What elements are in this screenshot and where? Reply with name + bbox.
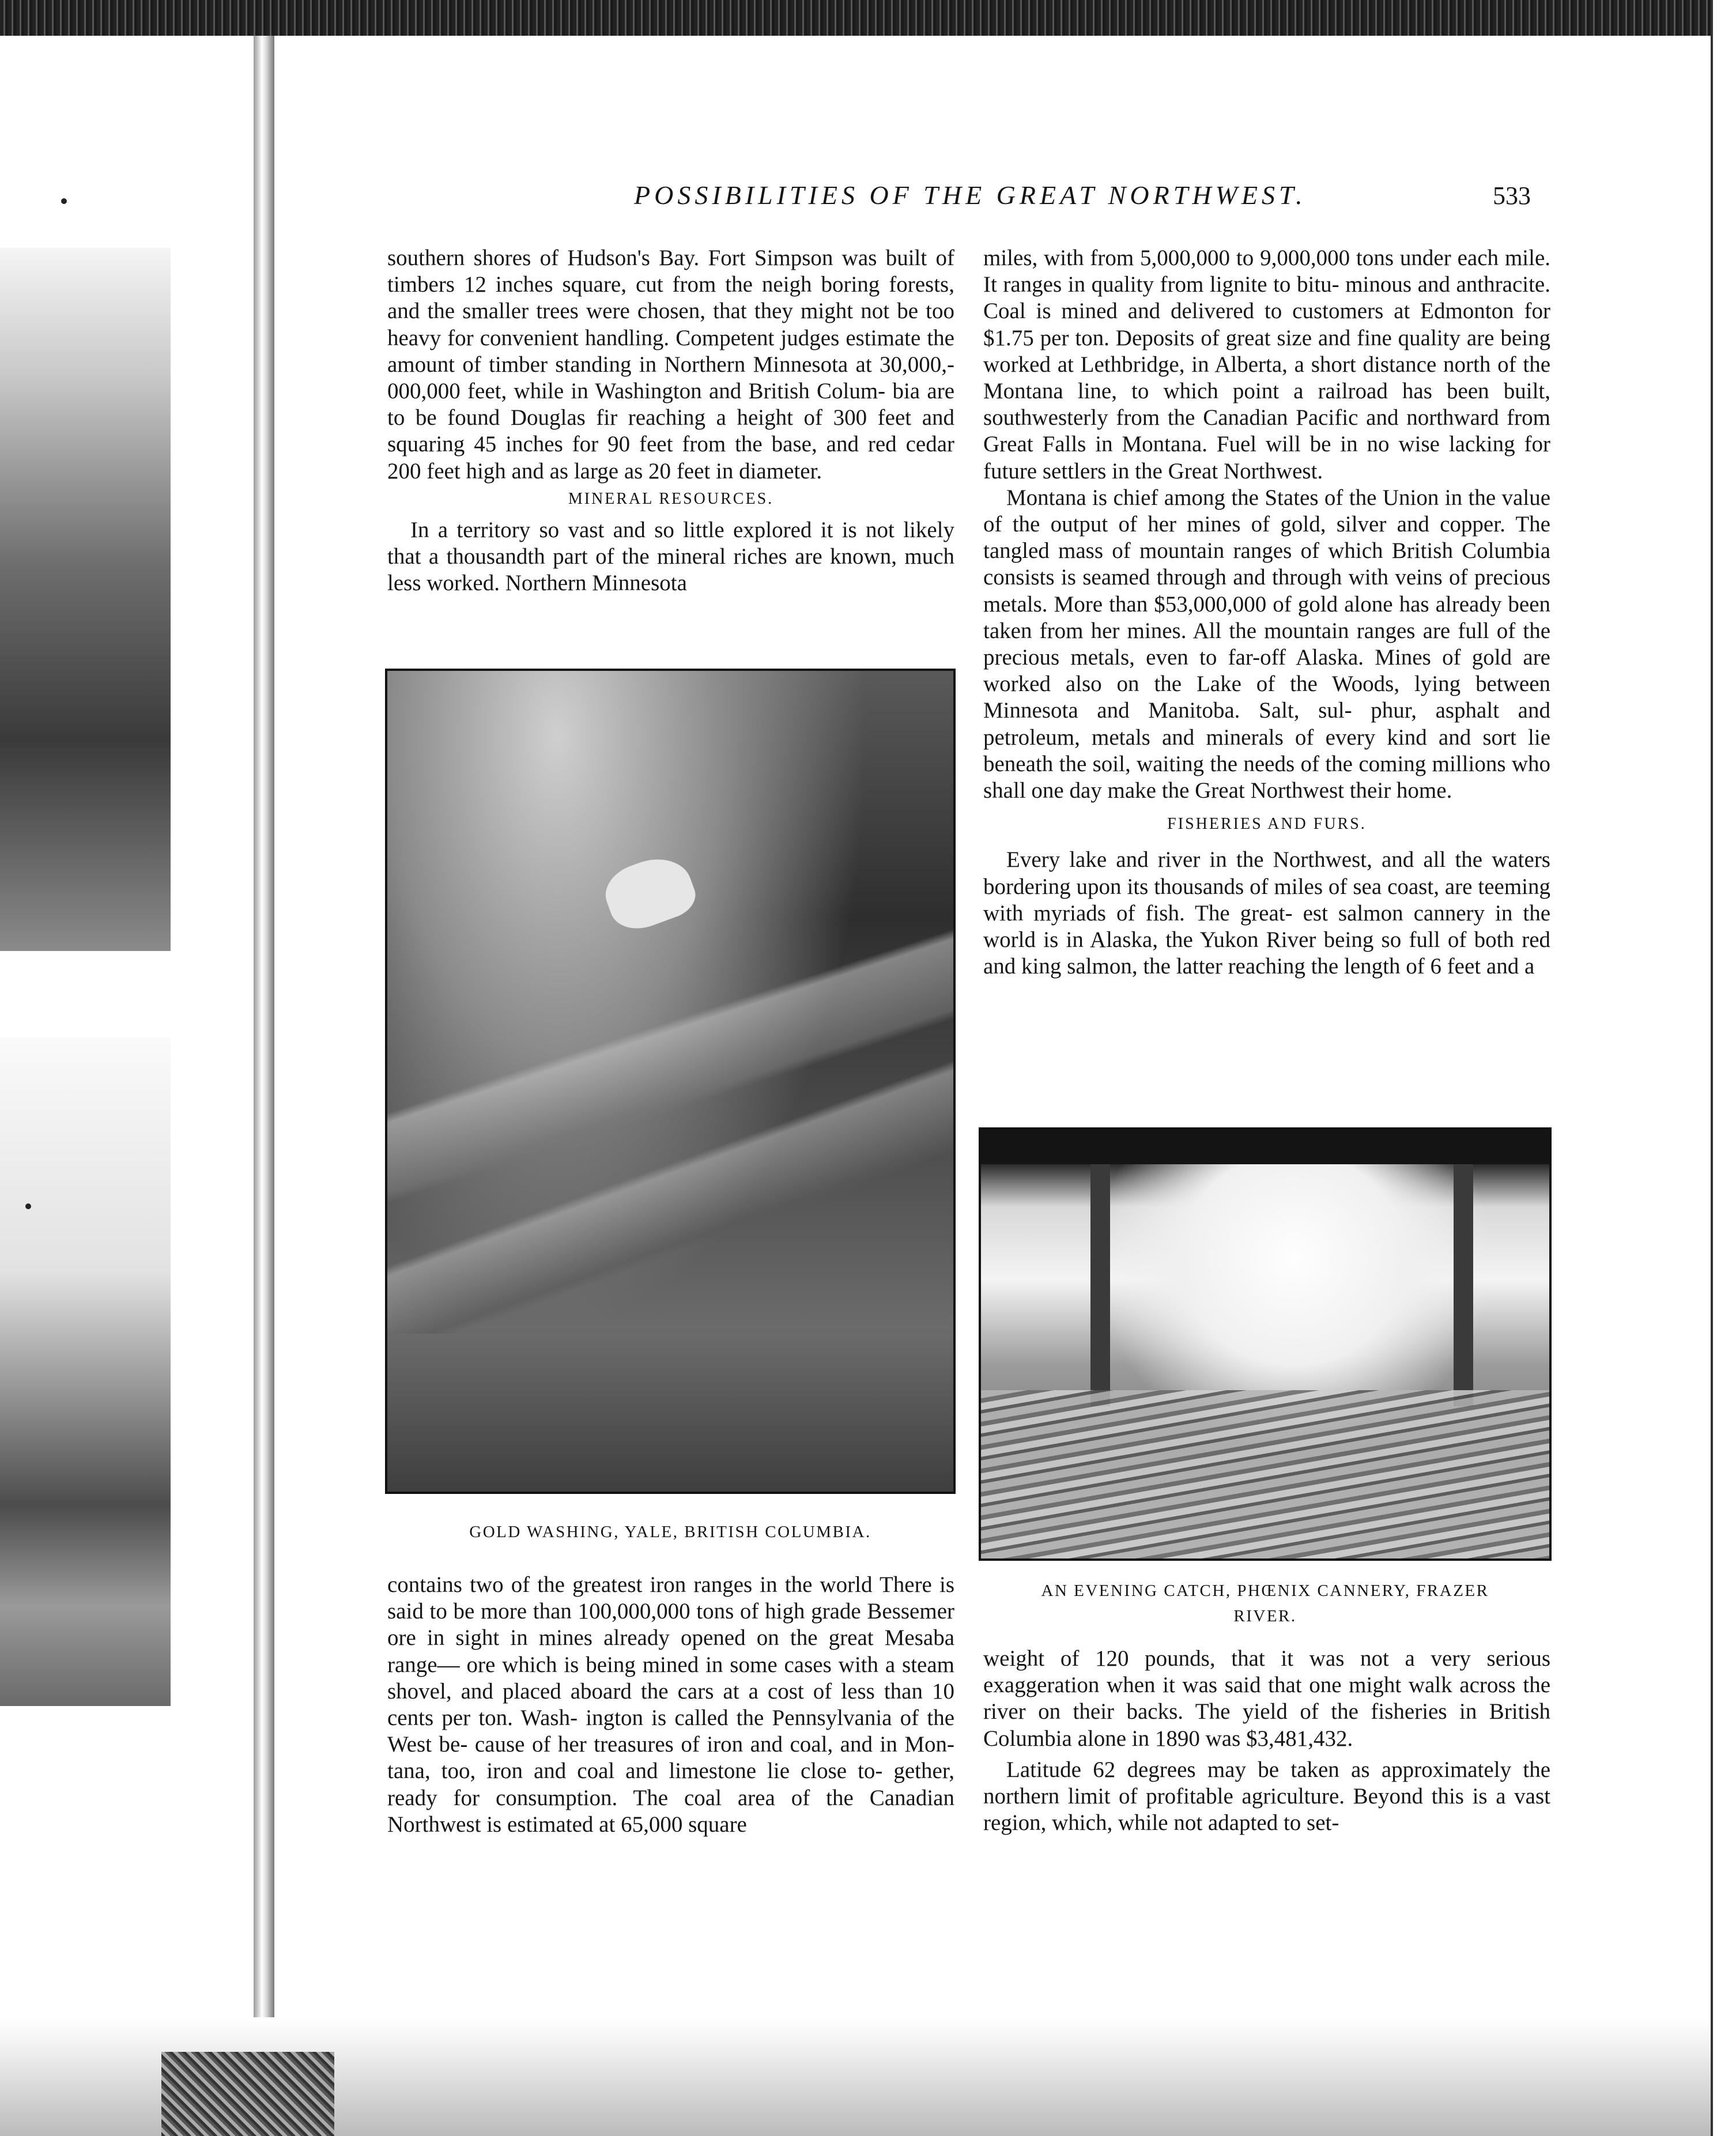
page-number: 533: [1493, 182, 1531, 210]
photo-pillar: [1090, 1164, 1110, 1406]
photo-figure: [598, 848, 701, 938]
photo-ground: [387, 1334, 953, 1494]
paragraph-latitude: Latitude 62 degrees may be taken as approximately the northern limit of profitable agriculture. Beyond this is a vast region, which, while not adapted to set-: [983, 1757, 1551, 1836]
caption-cannery-line2: RIVER.: [1233, 1607, 1297, 1625]
paragraph-coal: miles, with from 5,000,000 to 9,000,000 tons under each mile. It ranges in quality from lignite to bitu- minous and anthracite. Coal is mined and delivered to customers at Edmonton for $1.75 per ton. Deposits of great size and fine quality are being worked at Lethbridge, in Alberta, a short distance north of the Montana line, to which point a railroad has been built, southwesterly from the Canadian Pacific and northward from Great Falls in Montana. Fuel will be in no wise lacking for future settlers in the Great Northwest.: [983, 246, 1551, 484]
photo-cannery: [979, 1127, 1552, 1561]
paragraph-mineral: In a territory so vast and so little explored it is not likely that a thousandth part of the mineral riches are known, much less worked. Northern Minnesota: [387, 518, 955, 596]
scan-top-edge: [0, 0, 1736, 36]
scan-right-edge: [1711, 0, 1736, 2136]
book-gutter: [254, 36, 274, 2111]
right-column-top: [983, 245, 1550, 980]
section-heading-mineral: MINERAL RESOURCES.: [568, 489, 774, 508]
caption-cannery-line1: AN EVENING CATCH, PHŒNIX CANNERY, FRAZER: [1041, 1582, 1489, 1600]
facing-page-dot: [61, 198, 67, 204]
left-column-top: [387, 245, 954, 597]
facing-page-dot: [25, 1203, 31, 1209]
section-heading-fisheries: FISHERIES AND FURS.: [1167, 815, 1367, 833]
left-column-bottom: [387, 1572, 954, 1838]
photo-pillar: [1454, 1164, 1473, 1406]
caption-gold-washing: GOLD WASHING, YALE, BRITISH COLUMBIA.: [469, 1523, 871, 1541]
paragraph-weight: weight of 120 pounds, that it was not a very serious exaggeration when it was said that one might walk across the river on their backs. The yield of the fisheries in British Columbia alone in 1890 was $3,481,432.: [983, 1646, 1550, 1751]
paragraph-iron-ranges: contains two of the greatest iron ranges in the world There is said to be more than 100,000,000 tons of high grade Bessemer ore in sight in mines already opened on the great Mesaba range— ore which is being mined in some cases with a steam shovel, and placed aboard the cars at a cost of less than 10 cents per ton. Wash- ington is called the Pennsylvania of the West be- cause of her treasures of iron and coal, and in Mon- tana, too, iron and coal and limestone lie close to- gether, ready for consumption. The coal area of the Canadian Northwest is estimated at 65,000 square: [387, 1572, 955, 1837]
facing-page-photo-top: [0, 248, 171, 951]
facing-page-photo-bottom: [0, 1037, 171, 1706]
caption-cannery: [979, 1578, 1552, 1629]
photo-roof: [981, 1130, 1549, 1164]
paragraph-fisheries: Every lake and river in the Northwest, and all the waters bordering upon its thousands of miles of sea coast, are teeming with myriads of fish. The great- est salmon cannery in the world is in Alaska, the Yukon River being so full of both red and king salmon, the latter reaching the length of 6 feet and a: [983, 847, 1551, 979]
running-head-title: POSSIBILITIES OF THE GREAT NORTHWEST.: [634, 180, 1307, 210]
photo-fish-pile: [981, 1390, 1549, 1561]
right-column-bottom: [983, 1646, 1550, 1836]
paragraph-fort-simpson: southern shores of Hudson's Bay. Fort Simpson was built of timbers 12 inches square, cut from the neigh boring forests, and the smaller trees were chosen, that they might not be too heavy for convenient handling. Competent judges estimate the amount of timber standing in Northern Minnesota at 30,000,- 000,000 feet, while in Washington and British Colum- bia are to be found Douglas fir reaching a height of 300 feet and squaring 45 inches for 90 feet from the base, and red cedar 200 feet high and as large as 20 feet in diameter.: [387, 246, 955, 484]
paragraph-montana: Montana is chief among the States of the Union in the value of the output of her mines of gold, silver and copper. The tangled mass of mountain ranges of which British Columbia consists is seamed through and through with veins of precious metals. More than $53,000,000 of gold alone has already been taken from her mines. All the mountain ranges are full of the precious metals, even to far-off Alaska. Mines of gold are worked also on the Lake of the Woods, lying between Minnesota and Manitoba. Salt, sul- phur, asphalt and petroleum, metals and minerals of every kind and sort lie beneath the soil, waiting the needs of the coming millions who shall one day make the Great Northwest their home.: [983, 485, 1551, 803]
photo-gold-washing: [385, 669, 956, 1494]
scan-bottom-mark: [161, 2052, 334, 2136]
